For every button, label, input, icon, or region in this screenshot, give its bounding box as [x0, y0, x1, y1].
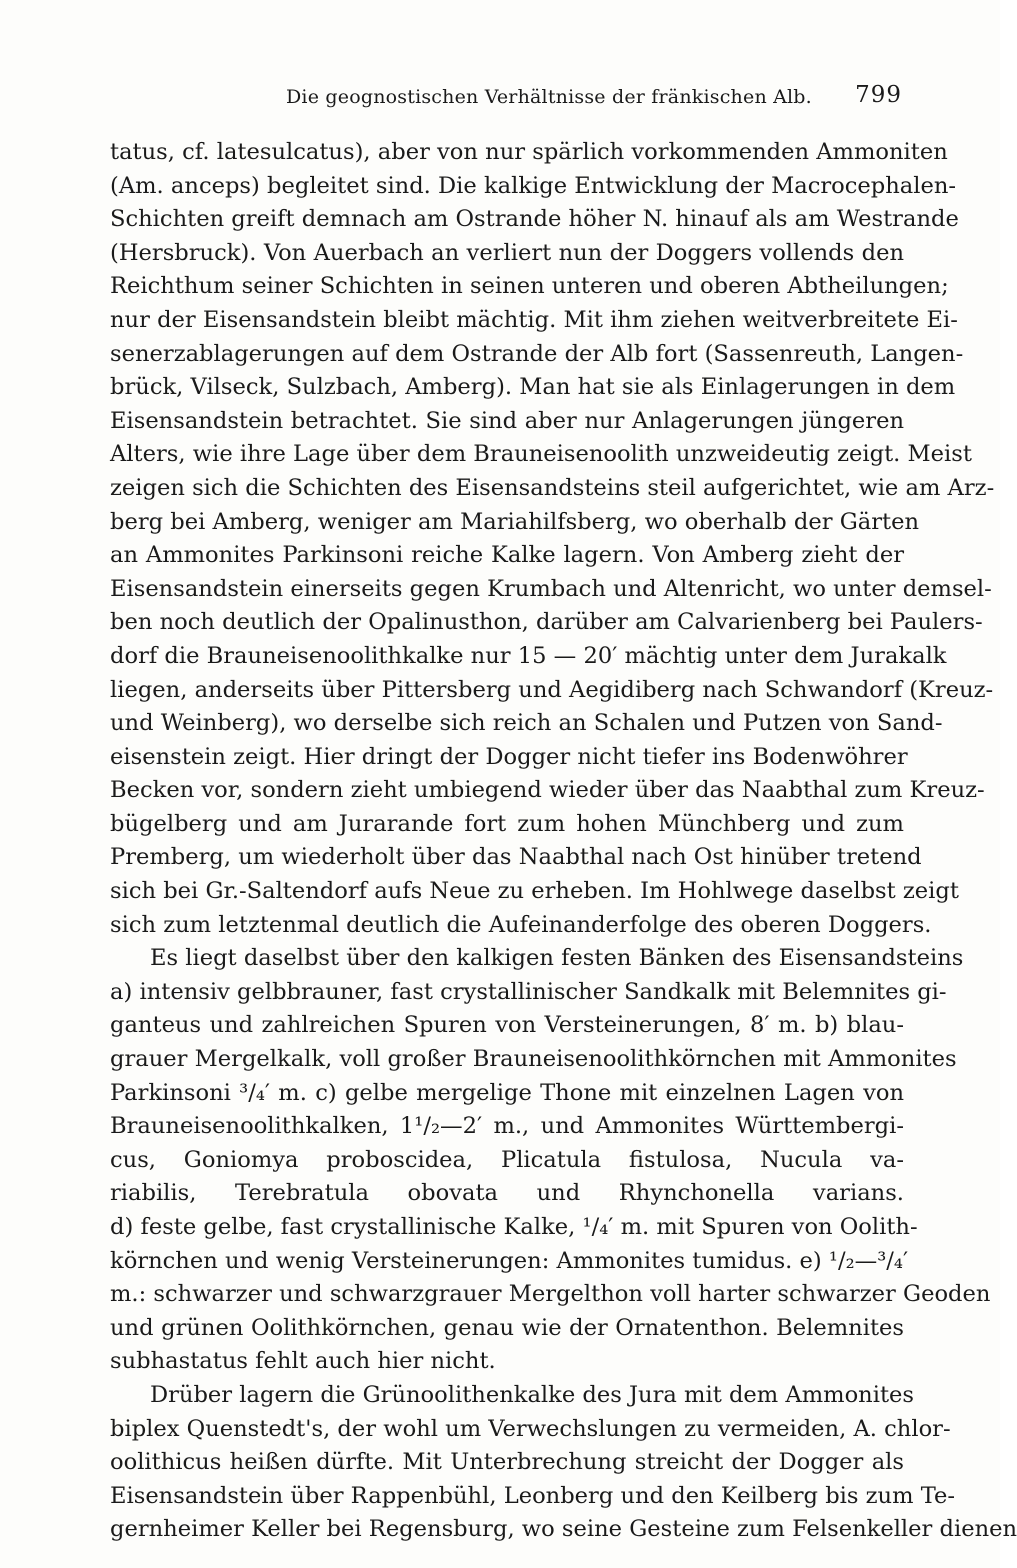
text-line: Eisensandstein über Rappenbühl, Leonberg und den Keilberg bis zum Te- — [110, 1482, 956, 1509]
text-line: Brauneisenoolithkalken, 1¹/₂—2′ m., und Ammonites Württembergi- — [110, 1113, 904, 1140]
body-text — [110, 136, 1017, 1547]
text-line: riabilis, Terebratula obovata und Rhynchonella varians. — [110, 1180, 904, 1207]
paragraph-start-line: Drüber lagern die Grünoolithenkalke des Jura mit dem Ammonites — [150, 1381, 914, 1408]
text-line: biplex Quenstedt's, der wohl um Verwechslungen zu vermeiden, A. chlor- — [110, 1415, 951, 1442]
text-line: Eisensandstein betrachtet. Sie sind aber nur Anlagerungen jüngeren — [110, 407, 904, 434]
text-line: und grünen Oolithkörnchen, genau wie der Ornatenthon. Belemnites — [110, 1314, 904, 1341]
text-line: oolithicus heißen dürfte. Mit Unterbrechung streicht der Dogger als — [110, 1449, 904, 1476]
text-line: gernheimer Keller bei Regensburg, wo seine Gesteine zum Felsenkeller dienen — [110, 1516, 1017, 1543]
text-line: Parkinsoni ³/₄′ m. c) gelbe mergelige Thone mit einzelnen Lagen von — [110, 1079, 904, 1106]
text-line: cus, Goniomya proboscidea, Plicatula fistulosa, Nucula va- — [110, 1146, 904, 1173]
text-line: nur der Eisensandstein bleibt mächtig. Mit ihm ziehen weitverbreitete Ei- — [110, 306, 958, 333]
text-line: ganteus und zahlreichen Spuren von Versteinerungen, 8′ m. b) blau- — [110, 1012, 904, 1039]
text-line: körnchen und wenig Versteinerungen: Ammonites tumidus. e) ¹/₂—³/₄′ — [110, 1247, 909, 1274]
text-line: an Ammonites Parkinsoni reiche Kalke lagern. Von Amberg zieht der — [110, 542, 904, 569]
text-line: ben noch deutlich der Opalinusthon, darüber am Calvarienberg bei Paulers- — [110, 609, 983, 636]
text-line: zeigen sich die Schichten des Eisensandsteins steil aufgerichtet, wie am Arz- — [110, 474, 995, 501]
text-line: (Am. anceps) begleitet sind. Die kalkige Entwicklung der Macrocephalen- — [110, 172, 957, 199]
text-line: brück, Vilseck, Sulzbach, Amberg). Man hat sie als Einlagerungen in dem — [110, 374, 956, 401]
page-number: 799 — [855, 82, 902, 108]
paragraph-end-line: sich zum letztenmal deutlich die Aufeinanderfolge des oberen Doggers. — [110, 911, 932, 938]
text-line: eisenstein zeigt. Hier dringt der Dogger nicht tiefer ins Bodenwöhrer — [110, 743, 908, 770]
running-head — [110, 82, 902, 116]
text-line: dorf die Brauneisenoolithkalke nur 15 — 20′ mächtig unter dem Jurakalk — [110, 642, 947, 669]
text-line: berg bei Amberg, weniger am Mariahilfsberg, wo oberhalb der Gärten — [110, 508, 920, 535]
text-line: tatus, cf. latesulcatus), aber von nur spärlich vorkommenden Ammoniten — [110, 139, 948, 165]
running-title: Die geognostischen Verhältnisse der fränkischen Alb. — [286, 86, 812, 108]
text-line: Eisensandstein einerseits gegen Krumbach und Altenricht, wo unter demsel- — [110, 575, 992, 602]
text-line: Premberg, um wiederholt über das Naabthal nach Ost hinüber tretend — [110, 844, 922, 871]
text-line: Becken vor, sondern zieht umbiegend wieder über das Naabthal zum Kreuz- — [110, 777, 985, 804]
text-line: Schichten greift demnach am Ostrande höher N. hinauf als am Westrande — [110, 206, 959, 233]
text-line: Alters, wie ihre Lage über dem Brauneisenoolith unzweideutig zeigt. Meist — [110, 441, 972, 468]
text-line: Reichthum seiner Schichten in seinen unteren und oberen Abtheilungen; — [110, 273, 949, 300]
text-line: d) feste gelbe, fast crystallinische Kalke, ¹/₄′ m. mit Spuren von Oolith- — [110, 1214, 918, 1240]
text-line: sich bei Gr.-Saltendorf aufs Neue zu erheben. Im Hohlwege daselbst zeigt — [110, 878, 959, 905]
text-line: liegen, anderseits über Pittersberg und Aegidiberg nach Schwandorf (Kreuz- — [110, 676, 994, 703]
text-line: bügelberg und am Jurarande fort zum hohen Münchberg und zum — [110, 810, 904, 837]
text-line: (Hersbruck). Von Auerbach an verliert nun der Doggers vollends den — [110, 239, 904, 266]
paragraph-start-line: Es liegt daselbst über den kalkigen festen Bänken des Eisensandsteins — [150, 945, 964, 972]
text-line: und Weinberg), wo derselbe sich reich an Schalen und Putzen von Sand- — [110, 710, 943, 737]
text-line: m.: schwarzer und schwarzgrauer Mergelthon voll harter schwarzer Geoden — [110, 1281, 991, 1308]
text-line: grauer Mergelkalk, voll großer Brauneisenoolithkörnchen mit Ammonites — [110, 1046, 957, 1073]
text-line: a) intensiv gelbbrauner, fast crystallinischer Sandkalk mit Belemnites gi- — [110, 978, 947, 1005]
paragraph-end-line: subhastatus fehlt auch hier nicht. — [110, 1348, 496, 1375]
text-line: senerzablagerungen auf dem Ostrande der Alb fort (Sassenreuth, Langen- — [110, 340, 964, 367]
